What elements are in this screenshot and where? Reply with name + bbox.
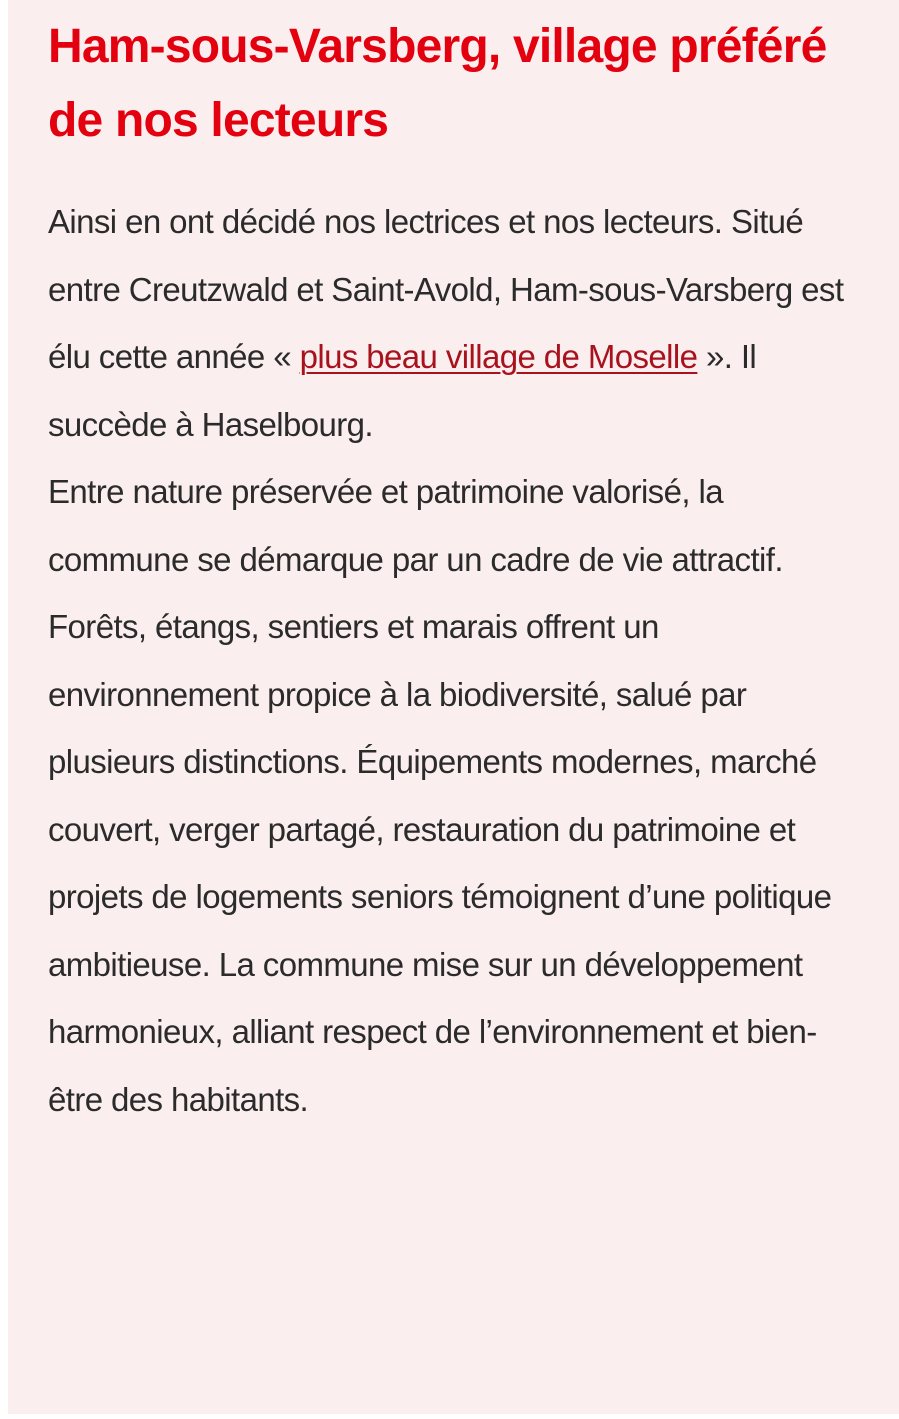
- moselle-village-link[interactable]: plus beau village de Moselle: [299, 338, 698, 375]
- article-card: [8, 0, 899, 1414]
- article-body: [48, 188, 869, 1133]
- article-paragraph-2: Entre nature préservée et patrimoine valorisé, la commune se démarque par un cadre de vie attractif. Forêts, étangs, sentiers et marais offrent un environnement propice à la biodiversité, salué par plusieurs distinctions. Équipements modernes, marché couvert, verger partagé, restauration du patrimoine et projets de logements seniors témoignent d’une politique ambitieuse. La commune mise sur un développement harmonieux, alliant respect de l’environnement et bien-être des habitants.: [48, 473, 832, 1118]
- paragraph-1-outro: ». Il succède à Haselbourg.: [48, 338, 757, 443]
- article-title: Ham-sous-Varsberg, village préféré de nos lecteurs: [48, 20, 827, 147]
- article-paragraph-1: [48, 188, 869, 458]
- paragraph-1-intro: Ainsi en ont décidé nos lectrices et nos lecteurs. Situé entre Creutzwald et Saint-Avold, Ham-sous-Varsberg est élu cette année «: [48, 203, 844, 375]
